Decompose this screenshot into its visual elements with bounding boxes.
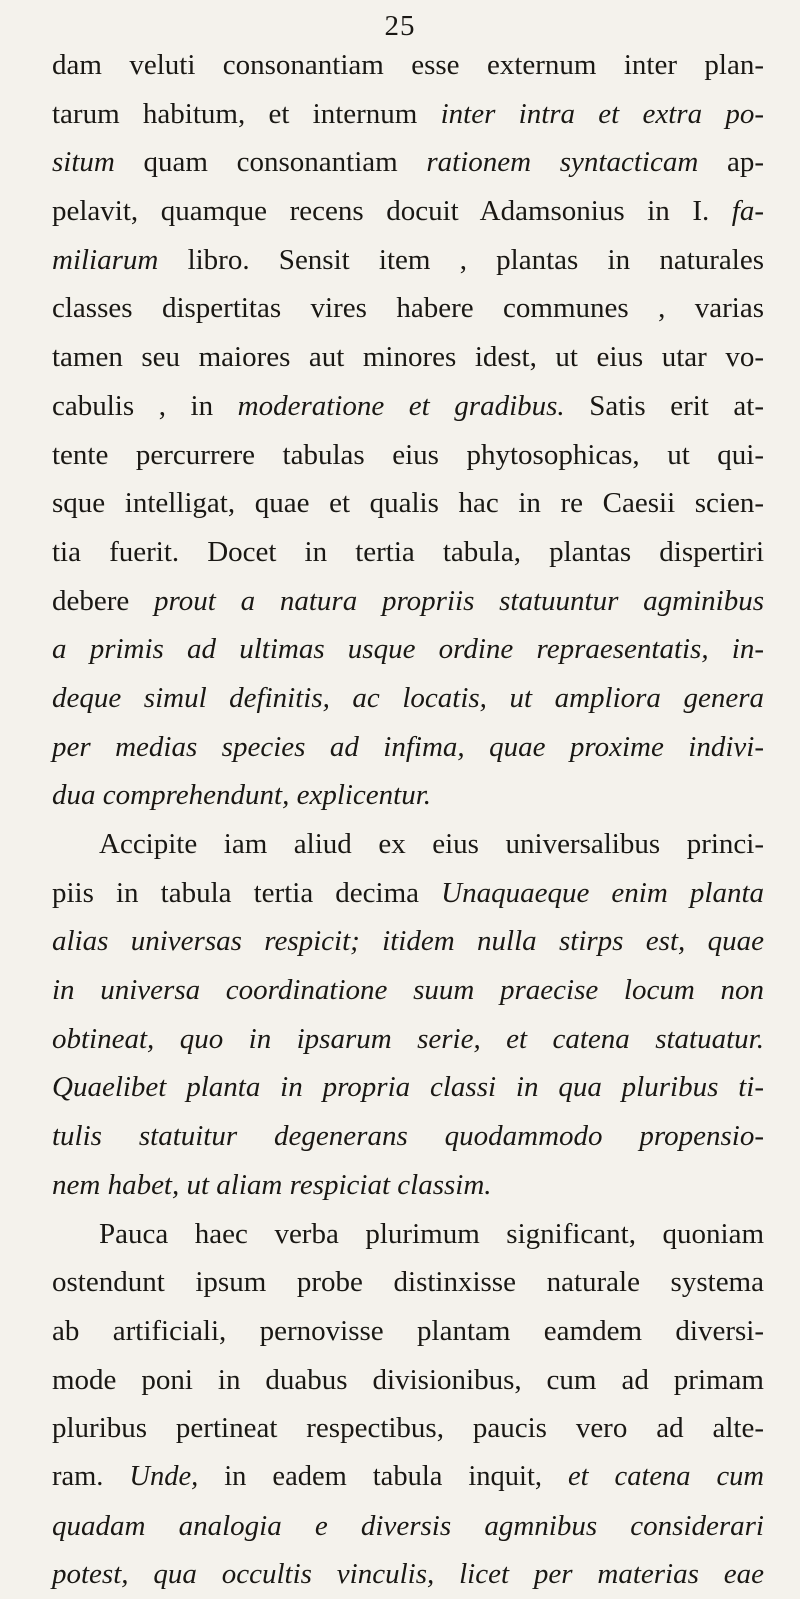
page-number: 25: [384, 10, 416, 42]
italic-text-segment: a primis ad ultimas usque ordine repraesentatis, in-: [52, 633, 764, 666]
text-segment: tia fuerit. Docet in tertia tabula, plantas dispertiri: [52, 535, 764, 568]
text-segment: pluribus pertineat respectibus, paucis vero ad alte-: [52, 1412, 764, 1445]
italic-text-segment: inter intra et extra po-: [440, 97, 764, 130]
italic-text-segment: nem habet, ut aliam respiciat classim.: [52, 1168, 492, 1201]
text-segment: ab artificiali, pernovisse plantam eamdem diversi-: [52, 1314, 764, 1347]
italic-text-segment: prout a natura propriis statuuntur agminibus: [154, 584, 764, 617]
italic-text-segment: in universa coordinatione suum praecise locum non: [52, 974, 764, 1007]
text-line: [52, 917, 764, 966]
text-segment: piis in tabula tertia decima: [52, 876, 442, 909]
italic-text-segment: alias universas respicit; itidem nulla stirps est, quae: [52, 925, 764, 958]
text-segment: mode poni in duabus divisionibus, cum ad primam: [52, 1363, 764, 1396]
text-line: [52, 820, 764, 869]
text-line: [52, 1258, 764, 1307]
text-line: [52, 138, 764, 187]
text-segment: libro. Sensit item , plantas in naturales: [158, 243, 764, 276]
text-line: [52, 187, 764, 236]
italic-text-segment: Unaquaeque enim planta: [441, 876, 764, 909]
text-segment: debere: [52, 584, 155, 617]
text-line: [52, 284, 764, 333]
text-segment: Pauca haec verba plurimum significant, quoniam: [99, 1217, 764, 1250]
text-line: [52, 1453, 764, 1502]
text-segment: in eadem tabula inquit,: [198, 1460, 568, 1492]
text-line: [52, 1063, 764, 1112]
text-segment: dam veluti consonantiam esse externum inter plan-: [52, 49, 764, 81]
text-line: [52, 1161, 764, 1210]
italic-text-segment: Quaelibet planta in propria classi in qua pluribus ti-: [52, 1071, 764, 1104]
italic-text-segment: per medias species ad infima, quae proxime indivi-: [52, 730, 764, 763]
text-line: [52, 1502, 764, 1551]
text-segment: pelavit, quamque recens docuit Adamsonius in I.: [52, 195, 732, 228]
italic-text-segment: dua comprehendunt, explicentur.: [52, 779, 432, 812]
text-segment: quam consonantiam: [114, 146, 427, 179]
text-segment: ap-: [698, 146, 764, 179]
italic-text-segment: miliarum: [52, 243, 159, 276]
text-line: [52, 674, 764, 723]
text-body: [52, 41, 764, 1599]
italic-text-segment: obtineat, quo in ipsarum serie, et catena statuatur.: [52, 1022, 764, 1055]
text-line: [52, 382, 764, 431]
italic-text-segment: Unde,: [129, 1460, 199, 1492]
italic-text-segment: moderatione et gradibus.: [237, 389, 565, 422]
text-segment: classes dispertitas vires habere communes , varias: [52, 292, 764, 325]
text-line: [52, 1550, 764, 1599]
text-line: [52, 479, 764, 528]
text-line: [52, 723, 764, 772]
text-segment: tamen seu maiores aut minores idest, ut eius utar vo-: [52, 341, 764, 374]
text-line: [52, 577, 764, 626]
italic-text-segment: deque simul definitis, ac locatis, ut ampliora genera: [52, 681, 764, 714]
italic-text-segment: fa-: [731, 195, 764, 228]
text-segment: Accipite iam aliud ex eius universalibus princi-: [99, 828, 764, 860]
text-line: [52, 1356, 764, 1405]
text-line: [52, 528, 764, 577]
text-line: [52, 1210, 764, 1259]
text-line: [52, 90, 764, 139]
italic-text-segment: situm: [52, 146, 115, 179]
text-segment: tarum habitum, et internum: [52, 97, 441, 130]
text-line: [52, 1015, 764, 1064]
text-segment: tente percurrere tabulas eius phytosophicas, ut qui-: [52, 438, 764, 471]
italic-text-segment: potest, qua occultis vinculis, licet per materias eae: [52, 1558, 764, 1591]
text-segment: ostendunt ipsum probe distinxisse naturale systema: [52, 1266, 764, 1299]
italic-text-segment: rationem syntacticam: [426, 146, 699, 179]
text-line: [52, 236, 764, 285]
text-segment: cabulis , in: [52, 389, 238, 422]
italic-text-segment: quadam analogia e diversis agmnibus considerari: [52, 1509, 764, 1542]
italic-text-segment: et catena cum: [568, 1460, 764, 1492]
text-segment: ram.: [52, 1460, 130, 1492]
text-line: [52, 1307, 764, 1356]
text-segment: sque intelligat, quae et qualis hac in re Caesii scien-: [52, 487, 764, 520]
text-line: [52, 966, 764, 1015]
text-line: [52, 431, 764, 480]
text-line: [52, 625, 764, 674]
text-line: [52, 771, 764, 820]
text-line: [52, 869, 764, 918]
text-segment: Satis erit at-: [564, 389, 764, 422]
text-line: [52, 41, 764, 90]
text-line: [52, 1404, 764, 1453]
text-line: [52, 333, 764, 382]
text-line: [52, 1112, 764, 1161]
italic-text-segment: tulis statuitur degenerans quodammodo propensio-: [52, 1120, 764, 1153]
